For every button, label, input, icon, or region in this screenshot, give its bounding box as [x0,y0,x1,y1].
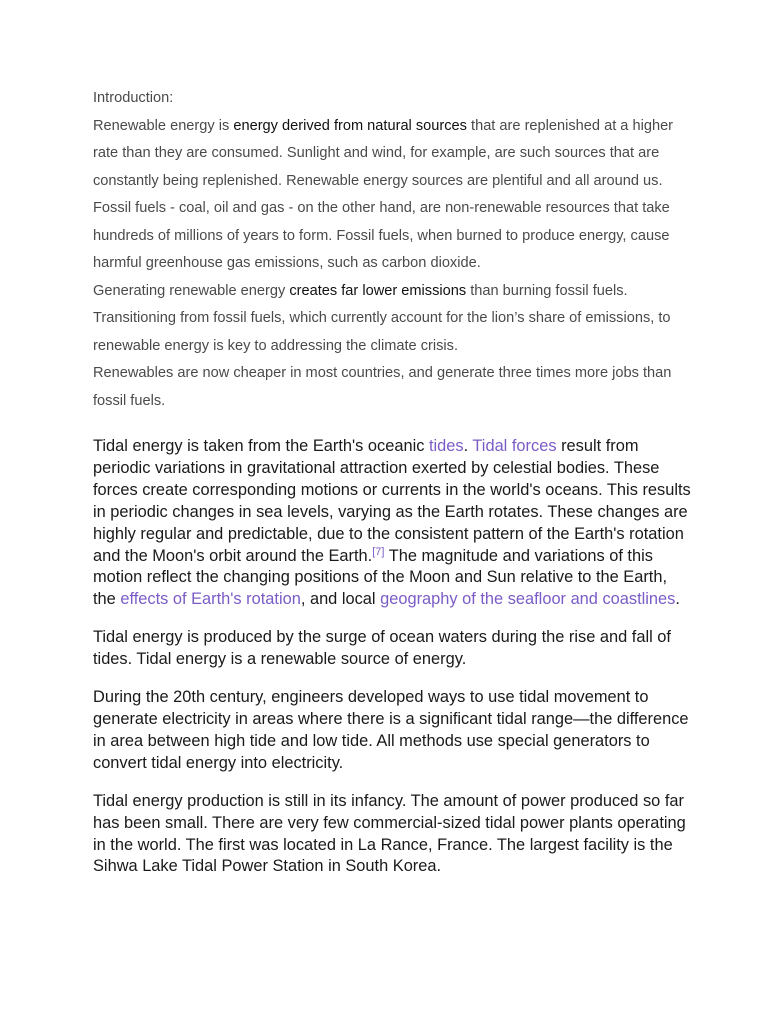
intro-p1-text-a: Renewable energy is [93,117,234,134]
citation-ref-7[interactable]: [7] [372,545,385,558]
intro-paragraph-1 [93,113,693,196]
link-geography-seafloor-coastlines[interactable]: geography of the seafloor and coastlines [380,590,676,609]
link-tidal-forces[interactable]: Tidal forces [472,437,557,455]
link-effects-of-earths-rotation[interactable]: effects of Earth's rotation [120,590,301,609]
tidal-p1-text-6: . [675,590,680,609]
intro-p4-text: Renewables are now cheaper in most countries, and generate three times more jobs than fossil fuels. [93,365,672,409]
tidal-p1-text-2: . [463,437,473,455]
introduction-section [93,85,693,415]
intro-heading: Introduction: [93,90,174,106]
intro-paragraph-2 [93,195,693,278]
tidal-p1-text-1: Tidal energy is taken from the Earth's oceanic [93,437,429,455]
intro-p2-text: Fossil fuels - coal, oil and gas - on the other hand, are non-renewable resources that take hundreds of millions of years to form. Fossil fuels, when burned to produce energy, cause harmful greenhouse gas emissions, such as carbon dioxide. [93,200,670,271]
intro-p1-highlight: energy derived from natural sources [233,117,467,134]
link-tides[interactable]: tides [428,437,464,455]
intro-p3-highlight: creates far lower emissions [289,282,467,299]
intro-p1-text-b: that are replenished at a higher rate than they are consumed. Sunlight and wind, for example, are such sources that are constantly being replenished. Renewable energy sources are plentiful and all around us. [93,117,674,189]
tidal-p1-text-5: , and local [300,590,381,609]
intro-paragraph-3 [93,278,693,361]
tidal-p1-text-4: The magnitude and variations of this motion reflect the changing positions of the Moon and Sun relative to the Earth, the [93,546,668,609]
intro-p3-text-b: than burning fossil fuels. Transitioning from fossil fuels, which currently account for the lion’s share of emissions, to renewable energy is key to addressing the climate crisis. [93,282,671,354]
document-page [93,85,693,894]
intro-paragraph-4 [93,360,693,415]
tidal-paragraph-4: Tidal energy production is still in its infancy. The amount of power produced so far has been small. There are very few commercial-sized tidal power plants operating in the world. The first was located in La Rance, France. The largest facility is the Sihwa Lake Tidal Power Station in South Korea. [93,791,686,876]
tidal-paragraph-3: During the 20th century, engineers developed ways to use tidal movement to generate electricity in areas where there is a significant tidal range—the difference in area between high tide and low tide. All methods use special generators to convert tidal energy into electricity. [93,688,689,772]
tidal-energy-section [93,436,693,878]
tidal-p1-text-3: result from periodic variations in gravitational attraction exerted by celestial bodies. These forces create corresponding motions or currents in the world's oceans. This results in periodic changes in sea levels, varying as the Earth rotates. These changes are highly regular and predictable, due to the consistent pattern of the Earth's rotation and the Moon's orbit around the Earth. [93,437,691,565]
tidal-paragraph-2: Tidal energy is produced by the surge of ocean waters during the rise and fall of tides. Tidal energy is a renewable source of energy. [93,628,671,669]
tidal-paragraph-1 [93,436,693,611]
intro-p3-text-a: Generating renewable energy [93,282,290,299]
